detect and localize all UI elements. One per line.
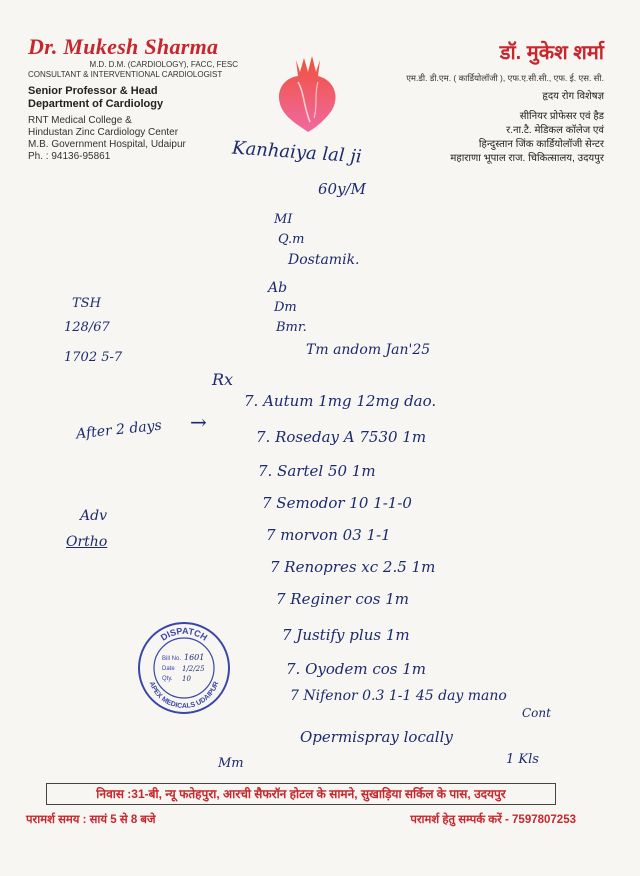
stamp-top: DISPATCH [158, 625, 210, 643]
stamp-qty-value: 10 [182, 675, 191, 683]
svg-text:DISPATCH [159, 626, 209, 643]
inst-3: M.B. Government Hospital, Udaipur [28, 139, 186, 150]
dispatch-stamp [136, 620, 232, 716]
med-8: 7 Justify plus 1m [282, 626, 410, 644]
note-mi: MI [274, 212, 293, 227]
contact-number: परामर्श हेतु सम्पर्क करें - 7597807253 [410, 814, 576, 826]
med-2: 7. Roseday A 7530 1m [256, 428, 427, 446]
side-ortho: Ortho [66, 534, 108, 550]
letterhead-right [334, 38, 604, 166]
med-10: 7 Nifenor 0.3 1-1 45 day mano [290, 688, 507, 704]
stamp-bill-value: 1601 [184, 653, 205, 662]
rx-symbol: Rx [212, 370, 234, 389]
degrees-en-1: M.D. D.M. (CARDIOLOGY), FACC, FESC [89, 60, 238, 69]
signature-left: Mm [218, 756, 244, 771]
side-after-days: After 2 days [75, 417, 163, 443]
inst-1: RNT Medical College & [28, 115, 132, 126]
title-2: Department of Cardiology [28, 98, 164, 110]
med-4: 7 Semodor 10 1-1-0 [262, 494, 412, 512]
phone: Ph. : 94136-95861 [28, 151, 111, 162]
inst-2: Hindustan Zinc Cardiology Center [28, 127, 179, 138]
side-adv: Adv [80, 508, 107, 524]
note-4: Ab [268, 280, 288, 296]
side-bp: 128/67 [64, 320, 110, 335]
med-6: 7 Renopres xc 2.5 1m [270, 558, 436, 576]
med-10-cont: Cont [522, 706, 551, 720]
stamp-qty: Qty. [162, 676, 173, 682]
degrees-hi: एम.डी. डी.एम. ( कार्डियोलॉजी ), एफ.ए.सी.सी., एफ. ई. एस. सी. [406, 73, 604, 83]
doctor-name-hi: डॉ. मुकेश शर्मा [499, 42, 604, 64]
med-11: Opermispray locally [300, 728, 453, 746]
address-box: निवास :31-बी, न्यू फतेहपुरा, आरची सैफरॉन होटल के सामने, सुखाड़िया सर्किल के पास, उदयपुर [46, 783, 556, 805]
med-1: 7. Autum 1mg 12mg dao. [244, 392, 437, 410]
arrow-icon: → [190, 410, 207, 434]
signature-right: 1 Kls [506, 752, 539, 767]
letterhead-left [28, 34, 238, 163]
title-1: Senior Professor & Head [28, 85, 158, 97]
title-hi: सीनियर प्रोफेसर एवं हैड [519, 111, 604, 122]
inst-hi-1: र.ना.टै. मेडिकल कॉलेज एवं [506, 125, 604, 136]
note-3: Dostamik. [288, 252, 360, 268]
note-2: Q.m [278, 232, 305, 247]
stamp-date: Date [162, 666, 175, 672]
note-7: Tm andom Jan'25 [306, 342, 431, 358]
specialty-hi: हृदय रोग विशेषज्ञ [542, 91, 604, 102]
side-tsh: TSH [72, 296, 101, 311]
med-7: 7 Reginer cos 1m [276, 590, 410, 608]
doctor-name-en: Dr. Mukesh Sharma [28, 34, 219, 59]
med-3: 7. Sartel 50 1m [258, 462, 376, 480]
stamp-date-value: 1/2/25 [182, 665, 205, 673]
patient-age: 60y/M [318, 180, 366, 198]
note-5: Dm [274, 300, 297, 315]
consultation-timing: परामर्श समय : सायं 5 से 8 बजे [26, 814, 156, 826]
degrees-en-2: CONSULTANT & INTERVENTIONAL CARDIOLOGIST [28, 69, 223, 79]
side-3: 1702 5-7 [64, 350, 123, 365]
med-9: 7. Oyodem cos 1m [286, 660, 427, 678]
stamp-bottom: APEX MEDICALS UDAIPUR [147, 680, 221, 711]
inst-hi-3: महाराणा भूपाल राज. चिकित्सालय, उदयपुर [450, 153, 604, 164]
med-5: 7 morvon 03 1-1 [266, 526, 391, 544]
note-6: Bmr. [276, 320, 307, 335]
inst-hi-2: हिन्दुस्तान जिंक कार्डियोलॉजी सेन्टर [478, 139, 604, 150]
stamp-bill: Bill No. [162, 656, 182, 662]
patient-name: Kanhaiya lal ji [231, 137, 363, 168]
